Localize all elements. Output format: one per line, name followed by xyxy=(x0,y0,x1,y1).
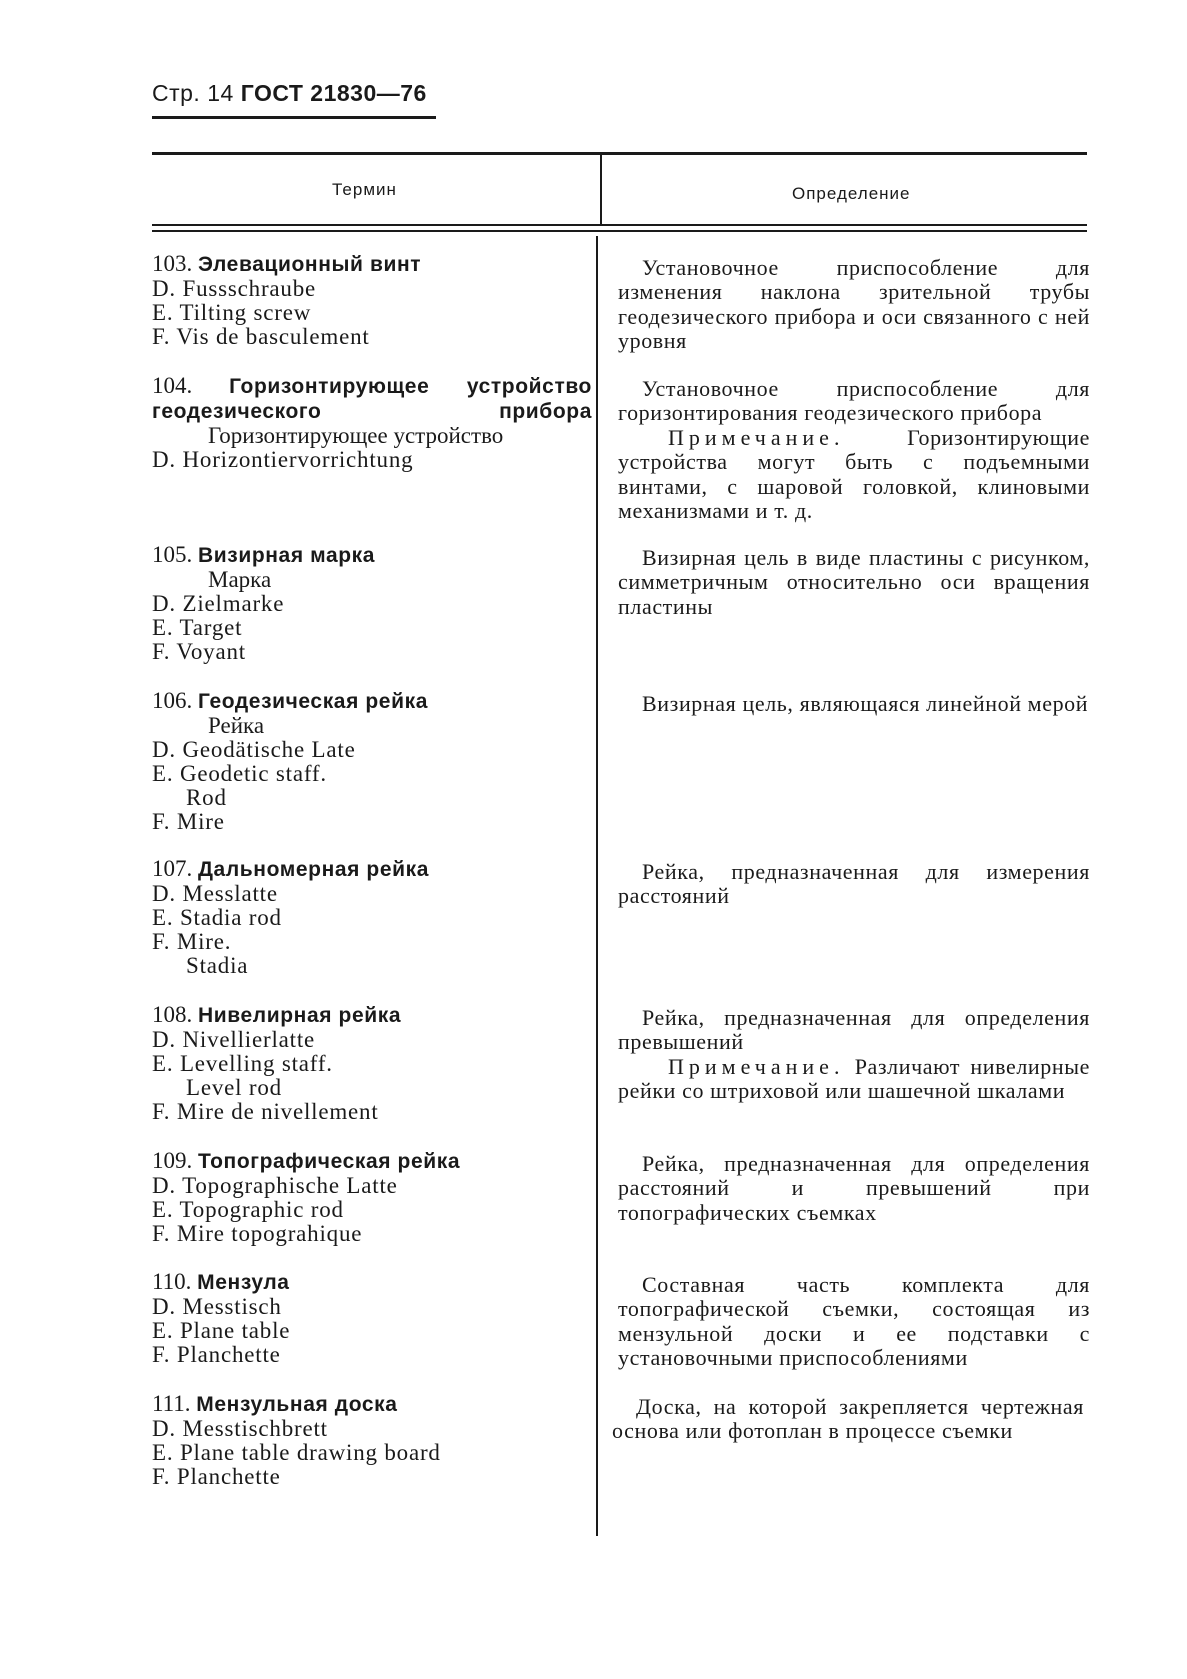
term-english-alt: Level rod xyxy=(186,1075,282,1100)
term-english: E. Target xyxy=(152,615,243,640)
term-entry-107 xyxy=(152,857,592,978)
term-german: D. Messtischbrett xyxy=(152,1416,328,1441)
term-number: 111. xyxy=(152,1391,191,1416)
term-title: Топографическая рейка xyxy=(198,1150,461,1173)
definition-note xyxy=(618,1055,1090,1104)
definition-103 xyxy=(618,256,1090,354)
header-rule-2 xyxy=(152,230,1087,232)
term-synonym: Марка xyxy=(208,567,272,592)
term-english: E. Topographic rod xyxy=(152,1197,344,1222)
term-number: 106. xyxy=(152,688,193,713)
definition-109 xyxy=(618,1152,1090,1225)
term-french: F. Planchette xyxy=(152,1464,281,1489)
term-english-alt: Rod xyxy=(186,785,227,810)
term-title: Мензула xyxy=(197,1271,290,1294)
definition-105 xyxy=(618,546,1090,619)
term-title: Нивелирная рейка xyxy=(198,1004,402,1027)
term-title: Визирная марка xyxy=(198,544,376,567)
term-entry-109 xyxy=(152,1149,592,1246)
term-german: D. Zielmarke xyxy=(152,591,285,616)
term-french: F. Planchette xyxy=(152,1342,281,1367)
header-rule-1 xyxy=(152,224,1087,226)
term-english: E. Plane table xyxy=(152,1318,291,1343)
term-german: D. Geodätische Late xyxy=(152,737,356,762)
term-entry-111 xyxy=(152,1392,592,1489)
definition-note xyxy=(618,426,1090,524)
term-french-alt: Stadia xyxy=(186,953,249,978)
column-header-term: Термин xyxy=(332,180,397,199)
page-number: Стр. 14 xyxy=(152,80,234,106)
term-french: F. Mire topograhique xyxy=(152,1221,363,1246)
term-number: 110. xyxy=(152,1269,192,1294)
term-german: D. Messlatte xyxy=(152,881,278,906)
note-label: Примечание. xyxy=(668,1053,845,1079)
term-title: Мензульная доска xyxy=(196,1393,398,1416)
definition-111 xyxy=(612,1395,1084,1444)
term-french: F. Mire de nivellement xyxy=(152,1099,379,1124)
term-french: F. Mire. xyxy=(152,929,232,954)
term-english: E. Stadia rod xyxy=(152,905,282,930)
term-title: Элевационный винт xyxy=(198,253,422,276)
definition-text: Установочное приспособление для горизонтирования геодезического прибора xyxy=(618,376,1090,426)
standard-number: ГОСТ 21830—76 xyxy=(240,80,427,106)
definition-text: Рейка, предназначенная для определения расстояний и превышений при топографических съемках xyxy=(618,1151,1090,1225)
definition-text: Визирная цель, являющаяся линейной мерой xyxy=(642,691,1089,716)
table-top-rule xyxy=(152,152,1087,155)
term-entry-110 xyxy=(152,1270,592,1367)
term-french: F. Vis de basculement xyxy=(152,324,370,349)
page-header xyxy=(152,80,427,107)
term-title: Дальномерная рейка xyxy=(198,858,430,881)
definition-text: Доска, на которой закрепляется чертежная основа или фотоплан в процессе съемки xyxy=(612,1394,1084,1444)
note-text: Различают нивелирные рейки со штриховой или шашечной шкалами xyxy=(618,1053,1090,1104)
definition-text: Визирная цель в виде пластины с рисунком, симметричным относительно оси вращения пластины xyxy=(618,545,1090,619)
term-english: E. Geodetic staff. xyxy=(152,761,327,786)
note-text: Горизонтирующие устройства могут быть с подъемными винтами, с шаровой головкой, клиновыми механизмами и т. д. xyxy=(618,424,1090,524)
term-german: D. Messtisch xyxy=(152,1294,282,1319)
definition-110 xyxy=(618,1273,1090,1371)
term-number: 105. xyxy=(152,542,193,567)
term-number: 109. xyxy=(152,1148,193,1173)
definition-108 xyxy=(618,1006,1090,1104)
header-underline xyxy=(152,116,436,119)
term-number: 108. xyxy=(152,1002,193,1027)
note-label: Примечание. xyxy=(668,424,845,450)
term-entry-108 xyxy=(152,1003,592,1124)
column-divider-head xyxy=(600,154,602,224)
definition-104 xyxy=(618,377,1090,523)
term-synonym: Рейка xyxy=(208,713,265,738)
term-french: F. Voyant xyxy=(152,639,246,664)
term-english: E. Tilting screw xyxy=(152,300,312,325)
definition-text: Рейка, предназначенная для измерения расстояний xyxy=(618,859,1090,909)
term-english: E. Levelling staff. xyxy=(152,1051,333,1076)
term-entry-104 xyxy=(152,374,592,472)
definition-text: Рейка, предназначенная для определения превышений xyxy=(618,1005,1090,1055)
term-english: E. Plane table drawing board xyxy=(152,1440,441,1465)
term-german: D. Horizontiervorrichtung xyxy=(152,447,414,472)
term-synonym: Горизонтирующее устройство xyxy=(208,423,504,448)
definition-text: Составная часть комплекта для топографической съемки, состоящая из мензульной доски и ее подставки с установочными приспособлениями xyxy=(618,1272,1090,1371)
definition-text: Установочное приспособление для изменения наклона зрительной трубы геодезического прибора и оси связанного с ней уровня xyxy=(618,255,1090,354)
term-german: D. Nivellierlatte xyxy=(152,1027,316,1052)
term-french: F. Mire xyxy=(152,809,225,834)
term-title: Геодезическая рейка xyxy=(198,690,428,713)
term-german: D. Topographische Latte xyxy=(152,1173,398,1198)
definition-106 xyxy=(618,692,1090,716)
term-number: 107. xyxy=(152,856,193,881)
term-entry-106 xyxy=(152,689,592,834)
column-divider-body xyxy=(596,236,598,1536)
term-german: D. Fussschraube xyxy=(152,276,317,301)
term-title: Горизонтирующее устройство геодезического прибора xyxy=(152,375,592,423)
definition-107 xyxy=(618,860,1090,909)
term-entry-105 xyxy=(152,543,592,664)
term-number: 103. xyxy=(152,251,193,276)
column-header-definition: Определение xyxy=(792,184,911,203)
term-number: 104. xyxy=(152,373,193,398)
term-entry-103 xyxy=(152,252,592,349)
